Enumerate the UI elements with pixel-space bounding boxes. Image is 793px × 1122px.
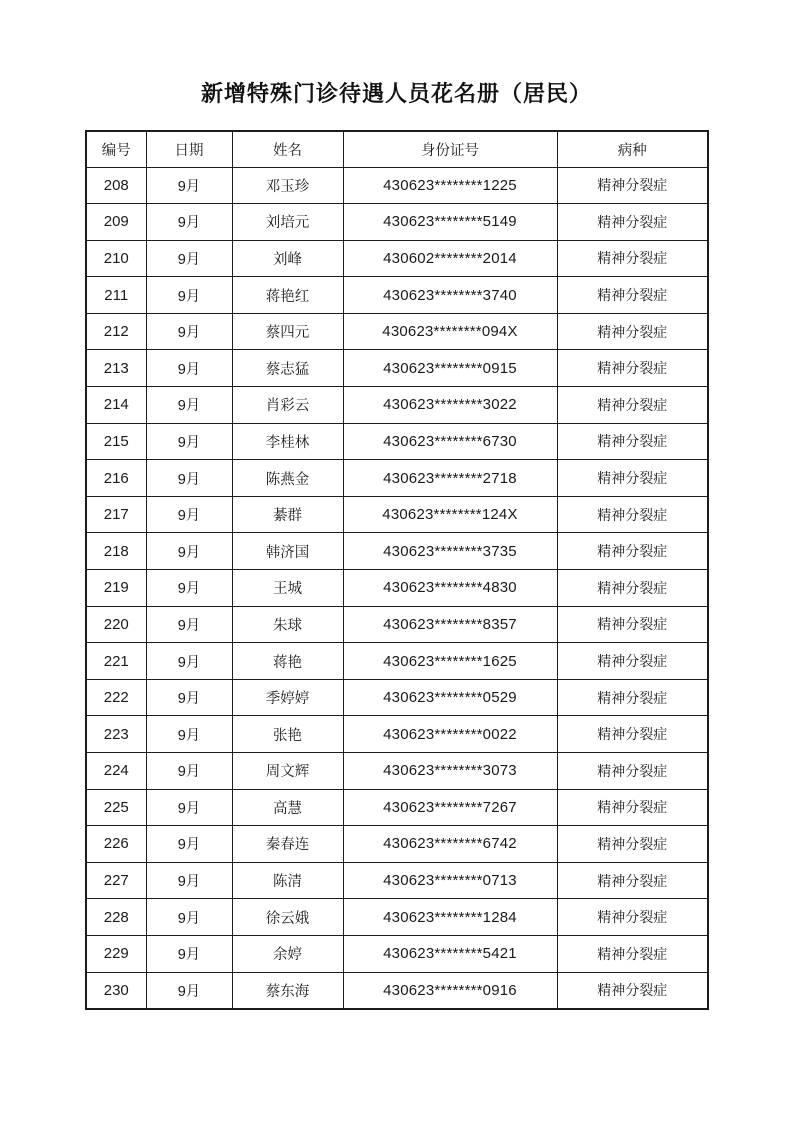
- table-row: [86, 716, 708, 753]
- cell-date: 9月: [146, 460, 232, 497]
- cell-number: 219: [86, 570, 146, 607]
- cell-id_number: 430623********124X: [343, 496, 557, 533]
- header-number: 编号: [86, 131, 146, 167]
- cell-date: 9月: [146, 570, 232, 607]
- table-row: [86, 789, 708, 826]
- cell-name: 刘峰: [232, 240, 343, 277]
- cell-disease: 精神分裂症: [557, 240, 708, 277]
- cell-number: 228: [86, 899, 146, 936]
- cell-number: 217: [86, 496, 146, 533]
- cell-number: 229: [86, 935, 146, 972]
- cell-id_number: 430623********3073: [343, 753, 557, 790]
- cell-number: 223: [86, 716, 146, 753]
- cell-number: 227: [86, 862, 146, 899]
- table-row: [86, 460, 708, 497]
- cell-id_number: 430623********8357: [343, 606, 557, 643]
- cell-date: 9月: [146, 716, 232, 753]
- cell-id_number: 430623********3740: [343, 277, 557, 314]
- cell-name: 韩济国: [232, 533, 343, 570]
- cell-number: 214: [86, 387, 146, 424]
- cell-id_number: 430623********0916: [343, 972, 557, 1009]
- cell-name: 陈燕金: [232, 460, 343, 497]
- cell-disease: 精神分裂症: [557, 496, 708, 533]
- cell-disease: 精神分裂症: [557, 899, 708, 936]
- cell-number: 211: [86, 277, 146, 314]
- cell-number: 222: [86, 679, 146, 716]
- cell-disease: 精神分裂症: [557, 972, 708, 1009]
- header-row: [86, 131, 708, 167]
- cell-id_number: 430623********6742: [343, 826, 557, 863]
- roster-table-body: [86, 167, 708, 1009]
- cell-id_number: 430623********1225: [343, 167, 557, 204]
- cell-date: 9月: [146, 387, 232, 424]
- cell-name: 秦春连: [232, 826, 343, 863]
- cell-disease: 精神分裂症: [557, 204, 708, 241]
- cell-number: 216: [86, 460, 146, 497]
- cell-id_number: 430602********2014: [343, 240, 557, 277]
- cell-disease: 精神分裂症: [557, 606, 708, 643]
- cell-disease: 精神分裂症: [557, 423, 708, 460]
- cell-disease: 精神分裂症: [557, 826, 708, 863]
- cell-name: 蒋艳红: [232, 277, 343, 314]
- cell-date: 9月: [146, 826, 232, 863]
- cell-number: 209: [86, 204, 146, 241]
- cell-disease: 精神分裂症: [557, 313, 708, 350]
- cell-id_number: 430623********0022: [343, 716, 557, 753]
- cell-number: 225: [86, 789, 146, 826]
- cell-date: 9月: [146, 423, 232, 460]
- table-row: [86, 240, 708, 277]
- cell-id_number: 430623********5149: [343, 204, 557, 241]
- roster-table: [85, 130, 709, 1010]
- table-row: [86, 935, 708, 972]
- cell-disease: 精神分裂症: [557, 350, 708, 387]
- table-row: [86, 570, 708, 607]
- cell-number: 208: [86, 167, 146, 204]
- cell-id_number: 430623********0915: [343, 350, 557, 387]
- cell-id_number: 430623********1625: [343, 643, 557, 680]
- cell-disease: 精神分裂症: [557, 277, 708, 314]
- cell-number: 218: [86, 533, 146, 570]
- cell-id_number: 430623********0529: [343, 679, 557, 716]
- header-disease: 病种: [557, 131, 708, 167]
- cell-date: 9月: [146, 313, 232, 350]
- cell-disease: 精神分裂症: [557, 679, 708, 716]
- table-row: [86, 277, 708, 314]
- cell-name: 高慧: [232, 789, 343, 826]
- cell-id_number: 430623********0713: [343, 862, 557, 899]
- cell-date: 9月: [146, 862, 232, 899]
- cell-disease: 精神分裂症: [557, 570, 708, 607]
- cell-date: 9月: [146, 167, 232, 204]
- cell-disease: 精神分裂症: [557, 935, 708, 972]
- cell-name: 李桂林: [232, 423, 343, 460]
- table-row: [86, 972, 708, 1009]
- cell-disease: 精神分裂症: [557, 167, 708, 204]
- cell-name: 张艳: [232, 716, 343, 753]
- cell-id_number: 430623********3735: [343, 533, 557, 570]
- cell-id_number: 430623********094X: [343, 313, 557, 350]
- table-row: [86, 204, 708, 241]
- cell-date: 9月: [146, 679, 232, 716]
- table-row: [86, 753, 708, 790]
- cell-date: 9月: [146, 789, 232, 826]
- cell-name: 朱球: [232, 606, 343, 643]
- cell-id_number: 430623********2718: [343, 460, 557, 497]
- cell-date: 9月: [146, 972, 232, 1009]
- cell-number: 226: [86, 826, 146, 863]
- table-row: [86, 496, 708, 533]
- cell-number: 230: [86, 972, 146, 1009]
- table-row: [86, 350, 708, 387]
- cell-date: 9月: [146, 240, 232, 277]
- cell-disease: 精神分裂症: [557, 643, 708, 680]
- cell-name: 周文辉: [232, 753, 343, 790]
- cell-number: 215: [86, 423, 146, 460]
- header-id-number: 身份证号: [343, 131, 557, 167]
- cell-name: 王城: [232, 570, 343, 607]
- cell-id_number: 430623********6730: [343, 423, 557, 460]
- cell-disease: 精神分裂症: [557, 789, 708, 826]
- header-name: 姓名: [232, 131, 343, 167]
- header-date: 日期: [146, 131, 232, 167]
- cell-id_number: 430623********5421: [343, 935, 557, 972]
- cell-disease: 精神分裂症: [557, 753, 708, 790]
- cell-name: 余婷: [232, 935, 343, 972]
- cell-name: 蔡东海: [232, 972, 343, 1009]
- cell-disease: 精神分裂症: [557, 387, 708, 424]
- cell-id_number: 430623********3022: [343, 387, 557, 424]
- cell-number: 210: [86, 240, 146, 277]
- cell-id_number: 430623********7267: [343, 789, 557, 826]
- table-row: [86, 606, 708, 643]
- cell-id_number: 430623********4830: [343, 570, 557, 607]
- cell-date: 9月: [146, 643, 232, 680]
- cell-date: 9月: [146, 753, 232, 790]
- cell-name: 蔡四元: [232, 313, 343, 350]
- table-row: [86, 387, 708, 424]
- table-row: [86, 533, 708, 570]
- cell-name: 徐云娥: [232, 899, 343, 936]
- cell-number: 221: [86, 643, 146, 680]
- cell-date: 9月: [146, 350, 232, 387]
- cell-date: 9月: [146, 204, 232, 241]
- table-row: [86, 423, 708, 460]
- cell-number: 213: [86, 350, 146, 387]
- cell-date: 9月: [146, 496, 232, 533]
- cell-number: 224: [86, 753, 146, 790]
- cell-name: 蔡志猛: [232, 350, 343, 387]
- table-row: [86, 826, 708, 863]
- cell-name: 季婷婷: [232, 679, 343, 716]
- cell-disease: 精神分裂症: [557, 533, 708, 570]
- cell-date: 9月: [146, 533, 232, 570]
- cell-name: 刘培元: [232, 204, 343, 241]
- cell-number: 220: [86, 606, 146, 643]
- table-row: [86, 679, 708, 716]
- cell-name: 陈清: [232, 862, 343, 899]
- cell-date: 9月: [146, 899, 232, 936]
- cell-name: 綦群: [232, 496, 343, 533]
- cell-number: 212: [86, 313, 146, 350]
- cell-date: 9月: [146, 935, 232, 972]
- table-row: [86, 167, 708, 204]
- table-row: [86, 643, 708, 680]
- page-title: 新增特殊门诊待遇人员花名册（居民）: [200, 81, 592, 106]
- table-row: [86, 313, 708, 350]
- cell-name: 蒋艳: [232, 643, 343, 680]
- cell-date: 9月: [146, 606, 232, 643]
- cell-disease: 精神分裂症: [557, 460, 708, 497]
- cell-disease: 精神分裂症: [557, 862, 708, 899]
- cell-disease: 精神分裂症: [557, 716, 708, 753]
- table-row: [86, 862, 708, 899]
- cell-name: 肖彩云: [232, 387, 343, 424]
- table-row: [86, 899, 708, 936]
- cell-date: 9月: [146, 277, 232, 314]
- cell-id_number: 430623********1284: [343, 899, 557, 936]
- cell-name: 邓玉珍: [232, 167, 343, 204]
- roster-table-head: [86, 131, 708, 167]
